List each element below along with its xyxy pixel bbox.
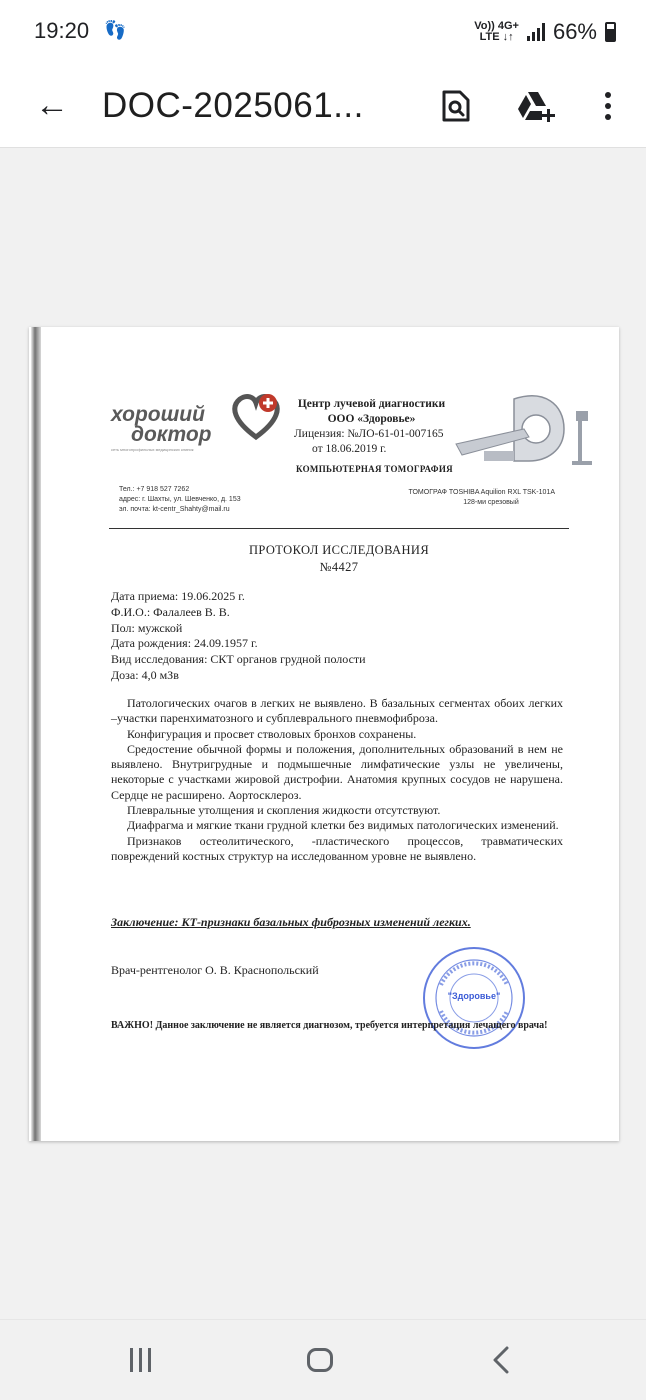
scan-edge-shadow: [31, 327, 41, 1141]
findings-paragraph: Средостение обычной формы и положения, дополнительных образований в нем не выявлено. Внутригрудные и подмышечные лимфатические узлы не увеличены, некоторые с участками жировой дистрофии. Анатомия крупных сосудов не нарушена. Сердце не расширено. Аортосклероз.: [111, 741, 563, 802]
status-bar: [0, 0, 646, 64]
document-viewer[interactable]: [0, 149, 646, 1319]
system-nav-bar: [0, 1319, 646, 1400]
findings-paragraph: Конфигурация и просвет стволовых бронхов сохранены.: [127, 726, 417, 741]
tomograph-info: [387, 488, 555, 508]
contact-email: эл. почта: kt-centr_Shahty@mail.ru: [119, 506, 230, 513]
status-time: 19:20: [34, 18, 90, 43]
org-license-date: от 18.06.2019 г.: [312, 443, 387, 455]
network-top-label: Vo)) 4G+: [474, 20, 519, 32]
field-fio: Ф.И.О.: Фалалеев В. В.: [111, 604, 230, 619]
protocol-heading: [109, 542, 569, 576]
findings-paragraph: Признаков остеолитического, -пластического процессов, травматических повреждений костных структур на исследованном уровне не выявлено.: [111, 833, 563, 863]
steps-icon: 👣: [104, 20, 127, 40]
network-bottom-label: LTE ↓↑: [479, 31, 514, 43]
contact-address: адрес: г. Шахты, ул. Шевченко, д. 153: [119, 496, 241, 503]
org-name-line1: Центр лучевой диагностики: [297, 398, 446, 410]
clinic-contacts: [119, 485, 241, 515]
warning-note: ВАЖНО! Данное заключение не является диагнозом, требуется интерпретация лечащего врача!: [111, 1020, 548, 1031]
system-back-button[interactable]: [481, 1342, 521, 1378]
field-dose: Доза: 4,0 мЗв: [111, 667, 179, 682]
add-to-drive-icon: [516, 89, 556, 123]
header-divider: [109, 528, 569, 529]
findings-text: [111, 696, 563, 864]
logo-line2: доктор: [131, 423, 212, 446]
stamp-text: "Здоровье": [447, 991, 501, 1001]
tomograph-model: ТОМОГРАФ TOSHIBA Aquilion RXL TSK-101A: [408, 489, 555, 496]
field-sex: Пол: мужской: [111, 620, 183, 635]
home-button[interactable]: [300, 1342, 340, 1378]
home-icon: [307, 1348, 333, 1372]
status-indicators: [474, 16, 616, 48]
battery-percent: 66%: [552, 19, 597, 44]
more-options-button[interactable]: [584, 80, 632, 132]
document-search-button[interactable]: [430, 80, 482, 132]
protocol-number: №4427: [319, 560, 359, 574]
document-search-icon: [441, 89, 471, 123]
field-date-admission: Дата приема: 19.06.2025 г.: [111, 589, 245, 603]
tomograph-slices: 128-ми срезовый: [463, 499, 519, 506]
more-vert-icon: [605, 92, 611, 120]
field-study: Вид исследования: СКТ органов грудной полости: [111, 652, 366, 667]
patient-fields: [111, 589, 366, 684]
battery-icon: [605, 22, 616, 42]
document-page: [29, 327, 619, 1141]
clinic-logo: [111, 405, 229, 452]
recent-apps-icon: [130, 1348, 151, 1372]
org-license: Лицензия: №ЛО-61-01-007165: [294, 428, 444, 440]
contact-phone: Тел.: +7 918 527 7262: [119, 486, 190, 493]
document-title: DOC-2025061...: [102, 86, 364, 125]
conclusion: Заключение: КТ-признаки базальных фиброзных изменений легких.: [111, 915, 471, 929]
add-to-drive-button[interactable]: [510, 80, 562, 132]
recent-apps-button[interactable]: [120, 1342, 160, 1378]
findings-paragraph: Плевральные утолщения и скопления жидкости отсутствуют.: [127, 803, 441, 818]
organization-header: [284, 397, 459, 457]
field-dob: Дата рождения: 24.09.1957 г.: [111, 636, 258, 651]
logo-line1: хороший: [111, 403, 205, 426]
department-name: КОМПЬЮТЕРНАЯ ТОМОГРАФИЯ: [296, 464, 453, 474]
logo-caption: сеть многопрофильных медицинских клиник: [111, 447, 194, 452]
doctor-signature-line: Врач-рентгенолог О. В. Краснопольский: [111, 963, 319, 977]
findings-paragraph: Диафрагма и мягкие ткани грудной клетки без видимых патологических изменений.: [127, 818, 559, 833]
protocol-title: ПРОТОКОЛ ИССЛЕДОВАНИЯ: [248, 543, 430, 557]
ct-scanner-picture: [454, 389, 594, 469]
back-button[interactable]: ←: [35, 86, 69, 124]
chevron-left-icon: [490, 1345, 512, 1375]
org-name-line2: ООО «Здоровье»: [327, 413, 416, 425]
network-type: [474, 21, 519, 43]
app-bar: [0, 64, 646, 148]
heart-stethoscope-icon: [228, 387, 284, 441]
signal-icon: [527, 23, 545, 41]
findings-paragraph: Патологических очагов в легких не выявлено. В базальных сегментах обоих легких –участки паренхиматозного и субплеврального пневмофиброза.: [111, 696, 563, 726]
